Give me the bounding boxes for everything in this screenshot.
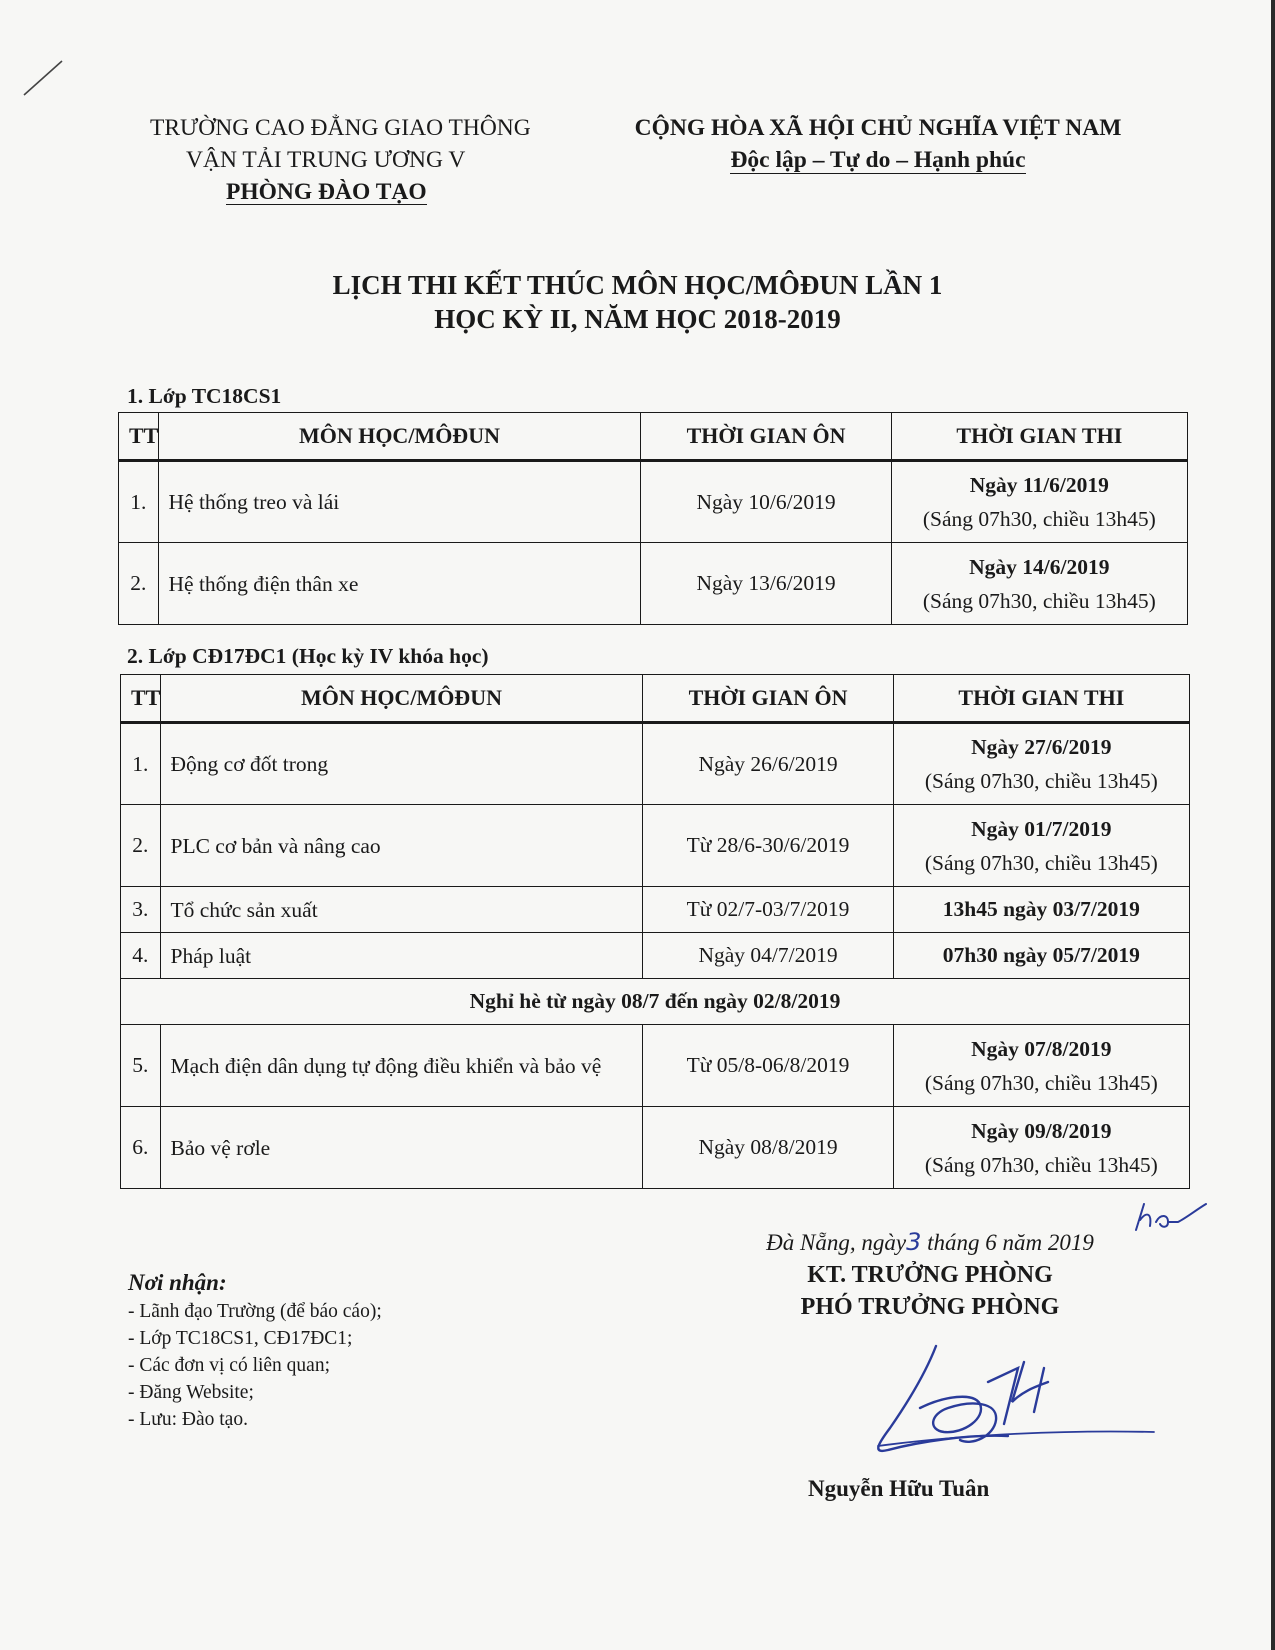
table-row [121,805,1190,887]
issuing-organization [150,112,590,208]
exam-sessions: (Sáng 07h30, chiều 13h45) [924,850,1158,875]
column-header-subject: MÔN HỌC/MÔĐUN [160,675,643,723]
handwritten-day: 3 [906,1228,922,1256]
exam-date: Ngày 11/6/2019 [969,473,1109,497]
subject-name: Mạch điện dân dụng tự động điều khiển và bảo vệ [160,1025,643,1107]
column-header-tt: TT [119,413,159,461]
schedule-table-2 [120,674,1190,1189]
place-date-rest: tháng 6 năm 2019 [921,1230,1094,1255]
row-number: 2. [119,543,159,625]
column-header-exam: THỜI GIAN THI [893,675,1189,723]
place-date-prefix: Đà Nẵng, ngày [766,1230,907,1255]
list-item: - Các đơn vị có liên quan; [128,1355,331,1376]
subject-name: PLC cơ bản và nâng cao [160,805,643,887]
org-line-1: TRƯỜNG CAO ĐẲNG GIAO THÔNG [150,115,531,141]
row-number: 4. [121,933,161,979]
review-time: Ngày 13/6/2019 [641,543,891,625]
exam-date: Ngày 01/7/2019 [971,816,1112,841]
section-2-title: 2. Lớp CĐ17ĐC1 (Học kỳ IV khóa học) [127,644,489,668]
exam-date: Ngày 07/8/2019 [971,1036,1112,1061]
exam-time [891,543,1187,625]
pen-stroke-mark [22,58,66,98]
row-number: 1. [121,723,161,805]
document-title [0,268,1275,336]
exam-sessions: (Sáng 07h30, chiều 13h45) [922,588,1156,613]
subject-name: Tổ chức sản xuất [160,887,643,933]
table-row [121,1025,1190,1107]
table-row [121,933,1190,979]
review-time: Từ 28/6-30/6/2019 [643,805,893,887]
schedule-table-1 [118,412,1188,625]
exam-time [893,805,1189,887]
recipients-list [128,1268,382,1433]
row-number: 5. [121,1025,161,1107]
list-item: - Lãnh đạo Trường (để báo cáo); [128,1301,382,1322]
scan-edge [1271,0,1275,1650]
exam-time: 13h45 ngày 03/7/2019 [893,887,1189,933]
row-number: 3. [121,887,161,933]
column-header-review: THỜI GIAN ÔN [641,413,891,461]
section-1-title: 1. Lớp TC18CS1 [127,384,282,408]
national-motto: Độc lập – Tự do – Hạnh phúc [730,147,1026,173]
subject-name: Hệ thống điện thân xe [158,543,641,625]
title-line-2: HỌC KỲ II, NĂM HỌC 2018-2019 [434,304,841,334]
list-item: - Lớp TC18CS1, CĐ17ĐC1; [128,1328,353,1349]
row-number: 6. [121,1107,161,1189]
column-header-subject: MÔN HỌC/MÔĐUN [158,413,641,461]
column-header-tt: TT [121,675,161,723]
review-time: Từ 02/7-03/7/2019 [643,887,893,933]
department-name: PHÒNG ĐÀO TẠO [226,179,427,205]
exam-time: 07h30 ngày 05/7/2019 [893,933,1189,979]
review-time: Từ 05/8-06/8/2019 [643,1025,893,1107]
exam-sessions: (Sáng 07h30, chiều 13h45) [924,1070,1158,1095]
row-number: 2. [121,805,161,887]
table-row [119,461,1188,543]
recipients-title: Nơi nhận: [128,1270,227,1295]
table-row [121,723,1190,805]
exam-date: Ngày 09/8/2019 [971,1118,1112,1143]
column-header-review: THỜI GIAN ÔN [643,675,893,723]
national-header [598,112,1158,176]
signer-title-2: PHÓ TRƯỞNG PHÒNG [800,1294,1060,1320]
subject-name: Bảo vệ rơle [160,1107,643,1189]
exam-sessions: (Sáng 07h30, chiều 13h45) [922,507,1156,531]
subject-name: Hệ thống treo và lái [158,461,641,543]
table-row [119,543,1188,625]
exam-sessions: (Sáng 07h30, chiều 13h45) [924,1152,1158,1177]
exam-date: Ngày 27/6/2019 [971,735,1112,759]
review-time: Ngày 08/8/2019 [643,1107,893,1189]
signer-title-1: KT. TRƯỞNG PHÒNG [807,1262,1053,1288]
review-time: Ngày 26/6/2019 [643,723,893,805]
list-item: - Lưu: Đào tạo. [128,1409,248,1430]
review-time: Ngày 10/6/2019 [641,461,891,543]
exam-time [891,461,1187,543]
table-row [121,887,1190,933]
signature-block [660,1226,1200,1323]
org-line-2: VẬN TẢI TRUNG ƯƠNG V [186,147,466,173]
summer-break-note: Nghỉ hè từ ngày 08/7 đến ngày 02/8/2019 [121,979,1190,1025]
exam-time [893,723,1189,805]
signer-name: Nguyễn Hữu Tuân [808,1476,990,1501]
row-number: 1. [119,461,159,543]
subject-name: Động cơ đốt trong [160,723,643,805]
review-time: Ngày 04/7/2019 [643,933,893,979]
exam-sessions: (Sáng 07h30, chiều 13h45) [924,769,1158,793]
exam-time [893,1107,1189,1189]
handwritten-signature [848,1342,1168,1472]
summer-break-row [121,979,1190,1025]
table-row [121,1107,1190,1189]
subject-name: Pháp luật [160,933,643,979]
place-and-date [660,1226,1200,1259]
list-item: - Đăng Website; [128,1382,254,1403]
column-header-exam: THỜI GIAN THI [891,413,1187,461]
exam-time [893,1025,1189,1107]
nation-name: CỘNG HÒA XÃ HỘI CHỦ NGHĨA VIỆT NAM [634,115,1122,141]
title-line-1: LỊCH THI KẾT THÚC MÔN HỌC/MÔĐUN LẦN 1 [332,270,943,300]
exam-date: Ngày 14/6/2019 [969,554,1110,579]
